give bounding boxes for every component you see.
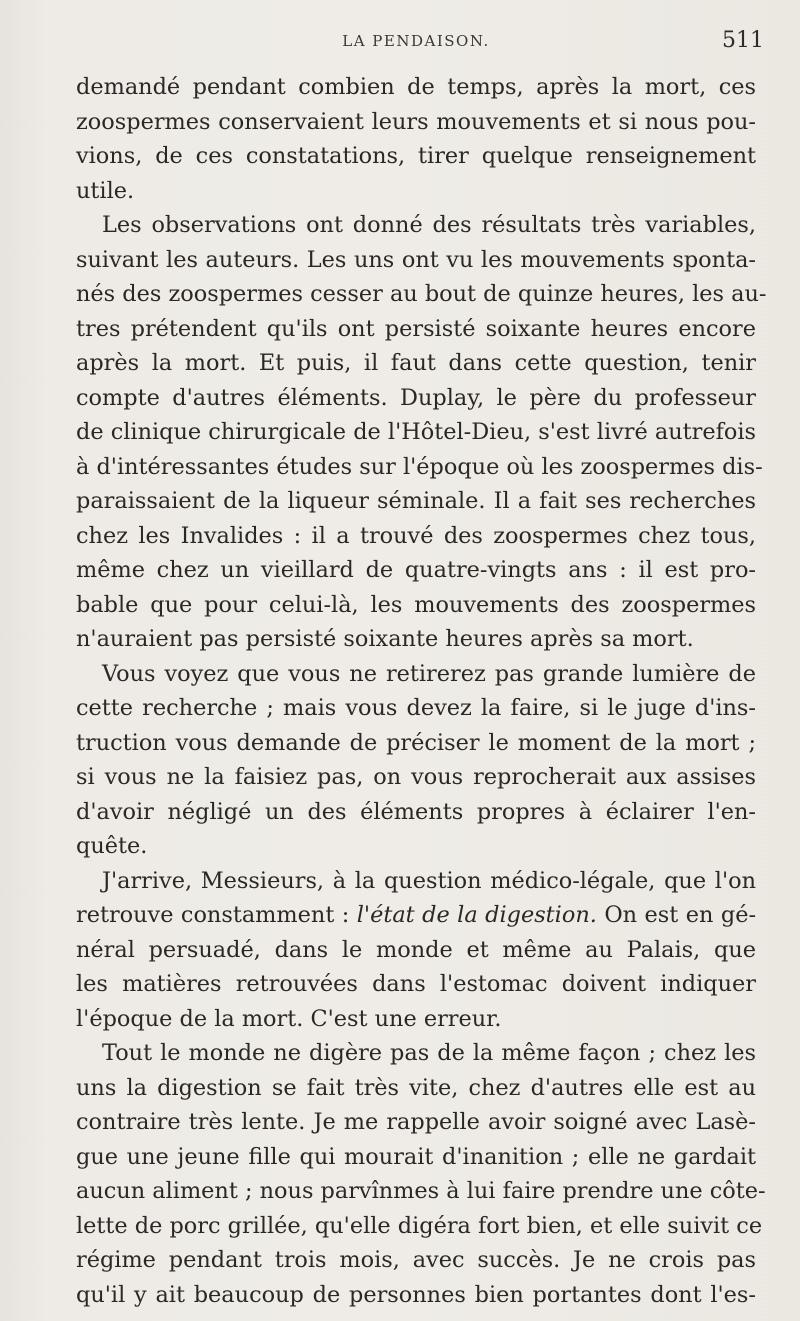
text-line <box>76 1209 763 1244</box>
page-header <box>60 28 772 58</box>
line-text: retrouve constamment : <box>76 902 357 928</box>
line-text: zoospermes conservaient leurs mouvements et si nous pou- <box>76 108 756 135</box>
text-line <box>76 243 756 278</box>
text-line <box>76 484 756 519</box>
text-line <box>76 864 756 899</box>
line-text: J'arrive, Messieurs, à la question médico-légale, que l'on <box>102 867 756 894</box>
running-head: LA PENDAISON. <box>342 32 490 50</box>
text-line <box>76 1174 766 1209</box>
text-line <box>76 1105 756 1140</box>
text-line <box>76 346 756 381</box>
text-line <box>76 105 756 140</box>
text-line <box>76 415 756 450</box>
line-text: néral persuadé, dans le monde et même au Palais, que <box>76 936 756 963</box>
text-line <box>76 657 756 692</box>
line-text: même chez un vieillard de quatre-vingts ans : il est pro- <box>76 557 756 583</box>
line-text: Les observations ont donné des résultats très variables, <box>102 212 756 238</box>
line-text: Tout le monde ne digère pas de la même façon ; chez les <box>102 1040 756 1066</box>
text-line <box>76 933 756 968</box>
text-line <box>76 1071 756 1106</box>
line-text: régime pendant trois mois, avec succès. Je ne crois pas <box>76 1247 756 1273</box>
line-text: gue une jeune fille qui mourait d'inanition ; elle ne gardait <box>76 1143 756 1170</box>
line-italic-text: l'état de la digestion. <box>356 902 597 928</box>
text-line <box>76 622 756 657</box>
line-text: paraissaient de la liqueur séminale. Il a fait ses recherches <box>76 488 756 514</box>
line-text: uns la digestion se fait très vite, chez d'autres elle est au <box>76 1074 756 1101</box>
line-text: demandé pendant combien de temps, après la mort, ces <box>76 74 756 100</box>
text-line <box>76 795 756 830</box>
text-line <box>76 691 756 726</box>
line-text: truction vous demande de préciser le moment de la mort ; <box>76 729 756 756</box>
text-line <box>76 174 756 209</box>
line-text: n'auraient pas persisté soixante heures après sa mort. <box>76 626 694 652</box>
line-text: Vous voyez que vous ne retirerez pas grande lumière de <box>102 660 756 687</box>
body-text <box>76 70 767 1312</box>
line-text: d'avoir négligé un des éléments propres à éclairer l'en- <box>76 798 756 825</box>
text-line <box>76 1243 756 1278</box>
line-text: aucun aliment ; nous parvînmes à lui faire prendre une côte- <box>76 1178 766 1204</box>
text-line <box>76 829 756 864</box>
text-line <box>76 1278 756 1313</box>
text-line <box>76 553 756 588</box>
line-text: nés des zoospermes cesser au bout de quinze heures, les au- <box>76 281 767 307</box>
line-text: à d'intéressantes études sur l'époque où les zoospermes dis- <box>76 453 763 480</box>
line-text: vions, de ces constatations, tirer quelque renseignement <box>76 143 756 169</box>
text-line <box>76 1036 756 1071</box>
line-text: chez les Invalides : il a trouvé des zoospermes chez tous, <box>76 522 756 549</box>
text-line <box>76 277 767 312</box>
text-line <box>76 450 763 485</box>
text-line <box>76 1140 756 1175</box>
line-text: si vous ne la faisiez pas, on vous reprocherait aux assises <box>76 764 756 790</box>
line-text: suivant les auteurs. Les uns ont vu les mouvements sponta- <box>76 246 756 273</box>
line-text: de clinique chirurgicale de l'Hôtel-Dieu, s'est livré autrefois <box>76 419 756 445</box>
line-text: contraire très lente. Je me rappelle avoir soigné avec Lasè- <box>76 1109 756 1135</box>
text-line <box>76 588 756 623</box>
text-line <box>76 519 756 554</box>
line-text: après la mort. Et puis, il faut dans cette question, tenir <box>76 350 756 376</box>
text-line <box>76 139 756 174</box>
text-line <box>76 70 756 105</box>
page-number: 511 <box>722 28 764 53</box>
line-text: tres prétendent qu'ils ont persisté soixante heures encore <box>76 315 756 342</box>
text-line <box>76 1002 756 1037</box>
line-text: l'époque de la mort. C'est une erreur. <box>76 1005 502 1032</box>
line-text: compte d'autres éléments. Duplay, le père du professeur <box>76 384 756 411</box>
text-line <box>76 726 756 761</box>
line-text: quête. <box>76 833 148 859</box>
line-text: cette recherche ; mais vous devez la faire, si le juge d'ins- <box>76 695 756 721</box>
text-line <box>76 967 756 1002</box>
line-text: lette de porc grillée, qu'elle digéra fort bien, et elle suivit ce <box>76 1212 763 1239</box>
text-line <box>76 898 756 933</box>
line-text: bable que pour celui-là, les mouvements des zoospermes <box>76 591 756 618</box>
line-text-after: On est en gé- <box>596 902 757 928</box>
line-text: qu'il y ait beaucoup de personnes bien portantes dont l'es- <box>76 1281 756 1308</box>
text-line <box>76 760 756 795</box>
text-line <box>76 381 756 416</box>
line-text: les matières retrouvées dans l'estomac doivent indiquer <box>76 971 756 997</box>
text-line <box>76 208 756 243</box>
text-line <box>76 312 756 347</box>
line-text: utile. <box>76 177 135 204</box>
